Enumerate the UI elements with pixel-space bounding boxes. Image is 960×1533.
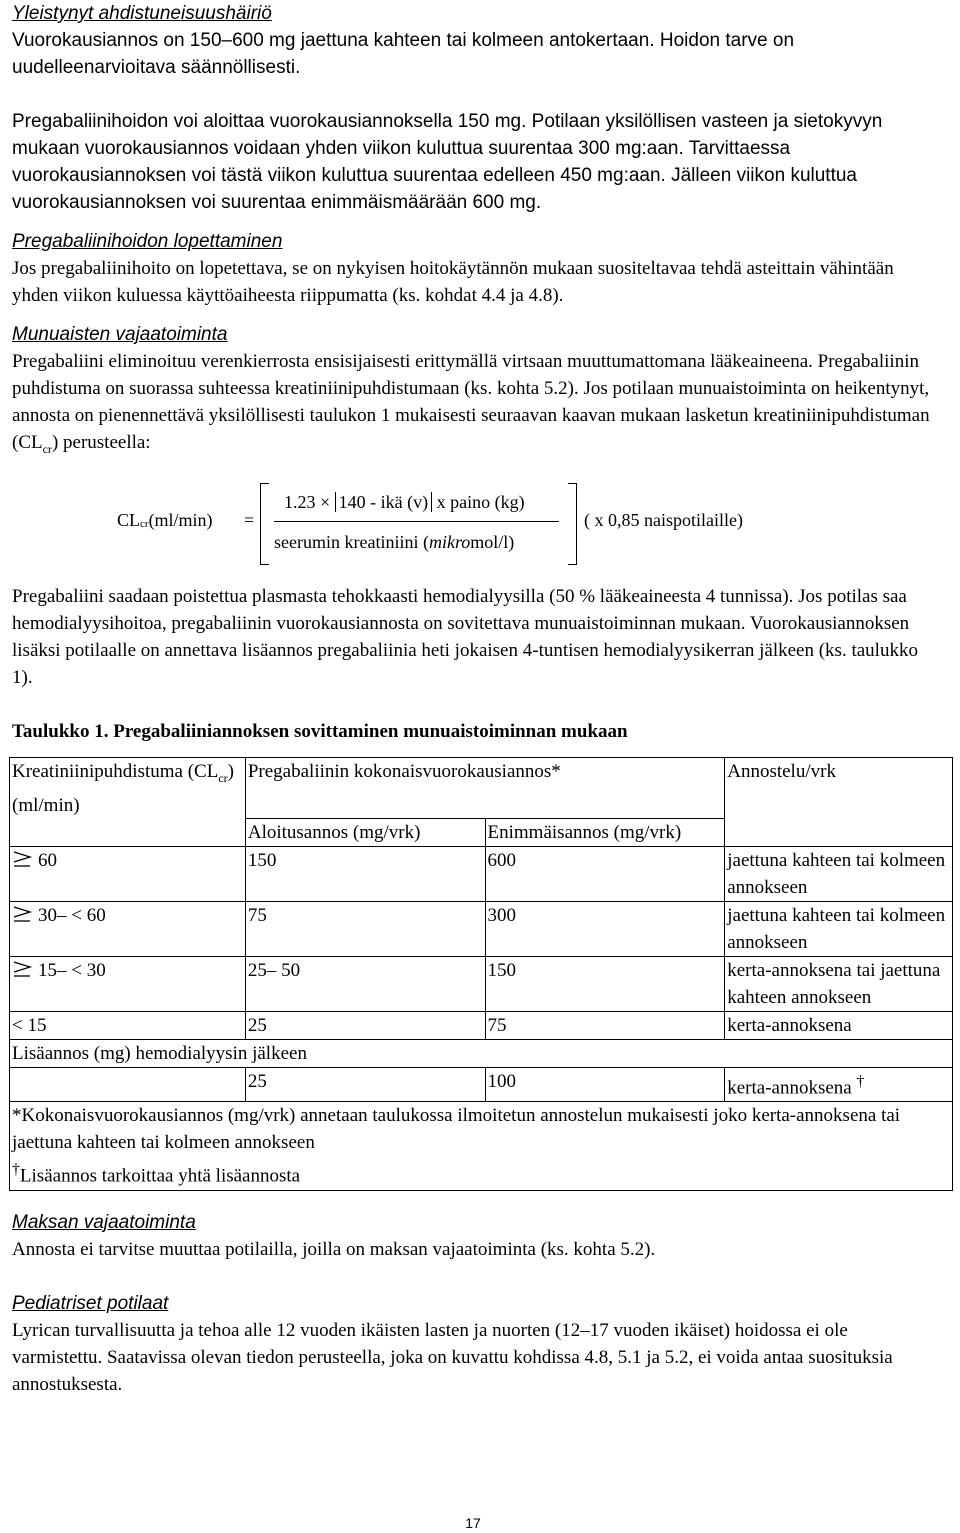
- table-row: [10, 957, 953, 1012]
- table-cell: 60: [10, 847, 246, 902]
- table-cell: [10, 1068, 246, 1102]
- table-footnotes: [10, 1102, 953, 1190]
- table-header-row: [10, 757, 953, 818]
- section-heading: Munuaisten vajaatoiminta: [12, 324, 228, 345]
- table-cell: 100: [485, 1068, 725, 1102]
- greater-equal-icon: [12, 960, 34, 978]
- header-cell: Enimmäisannos (mg/vrk): [485, 819, 725, 847]
- header-cell: [10, 819, 246, 847]
- table-cell: 300: [485, 902, 725, 957]
- page-number: 17: [465, 1515, 481, 1531]
- creatinine-clearance-formula: [12, 473, 942, 583]
- table-cell: jaettuna kahteen tai kolmeen annokseen: [725, 902, 953, 957]
- table-cell: kerta-annoksena: [725, 1012, 953, 1040]
- section-heading: Pregabaliinihoidon lopettaminen: [12, 231, 283, 252]
- table-cell: 25: [245, 1012, 485, 1040]
- section-heading: Yleistynyt ahdistuneisuushäiriö: [12, 3, 272, 24]
- table-cell: 25: [245, 1068, 485, 1102]
- paragraph: Pregabaliini saadaan poistettua plasmasta tehokkaasti hemodialyysilla (50 % lääkeaineesta 4 tunnissa). Jos potilas saa hemodialyysihoitoa, pregabaliinin vuorokausiannosta on sovitettava munuaistoiminnan mukaan. Vuorokausiannoksen lisäksi potilaalle on annettava lisäannos pregabaliinia heti jokaisen 4-tuntisen hemodialyysikerran jälkeen (ks. taulukko 1).: [12, 585, 918, 688]
- table-row: [10, 1012, 953, 1040]
- greater-equal-icon: [12, 850, 34, 868]
- table-cell: jaettuna kahteen tai kolmeen annokseen: [725, 847, 953, 902]
- table-row: [10, 902, 953, 957]
- header-cell: [725, 819, 953, 847]
- table-row: [10, 1040, 953, 1068]
- paragraph: Annosta ei tarvitse muuttaa potilailla, joilla on maksan vajaatoiminta (ks. kohta 5.2).: [12, 1238, 656, 1260]
- table-cell: < 15: [10, 1012, 246, 1040]
- paragraph: Jos pregabaliinihoito on lopetettava, se on nykyisen hoitokäytännön mukaan suositeltavaa tehdä asteittain vähintään yhden viikon kuluessa käyttöaiheesta riippumatta (ks. kohdat 4.4 ja 4.8).: [12, 258, 894, 306]
- table-row: [10, 1068, 953, 1102]
- table-subheader-row: [10, 819, 953, 847]
- footnote: †Lisäannos tarkoittaa yhtä lisäannosta: [12, 1161, 301, 1187]
- header-cell: Annostelu/vrk: [725, 757, 953, 818]
- table-cell: 30– < 60: [10, 902, 246, 957]
- section-heading: Pediatriset potilaat: [12, 1292, 169, 1314]
- footnote: *Kokonaisvuorokausiannos (mg/vrk) annetaan taulukossa ilmoitetun annostelun mukaisesti joko kerta-annoksena tai jaettuna kahteen tai kolmeen annokseen: [12, 1105, 901, 1154]
- formula-right-bracket: [568, 483, 577, 565]
- formula-note: ( x 0,85 naispotilaille): [584, 509, 743, 530]
- section-heading: Maksan vajaatoiminta: [12, 1211, 196, 1233]
- header-cell: Pregabaliinin kokonaisvuorokausiannos*: [245, 757, 724, 818]
- formula-equals: =: [244, 509, 255, 530]
- fraction-line: [274, 521, 559, 522]
- table-cell: 600: [485, 847, 725, 902]
- formula-lhs: $CL_{cr}(ml/\min)$: [117, 509, 213, 530]
- header-cell: Kreatiniinipuhdistuma $(CL_{cr})$ (ml/min): [10, 757, 246, 818]
- table-footnote-row: [10, 1102, 953, 1190]
- table-cell: 150: [485, 957, 725, 1012]
- document-page: [12, 0, 946, 1398]
- formula-denominator: seerumin kreatiniini (mikromol/l): [274, 531, 515, 552]
- table-cell: 75: [245, 902, 485, 957]
- paragraph: Pregabaliini eliminoituu verenkierrosta ensisijaisesti erittymällä virtsaan muuttumattomana lääkeaineena. Pregabaliinin puhdistuma on suorassa suhteessa kreatiniinipuhdistumaan (ks. kohta 5.2). Jos potilaan munuaistoiminta on heikentynyt, annosta on pienennettävä yksilöllisesti taulukon 1 mukaisesti seuraavan kaavan mukaan lasketun kreatiniinipuhdistuman $(CL_{cr})$ perusteella:: [12, 351, 930, 456]
- formula-left-bracket: [260, 483, 269, 565]
- table-cell: Lisäannos (mg) hemodialyysin jälkeen: [10, 1040, 953, 1068]
- table-cell: 15– < 30: [10, 957, 246, 1012]
- formula-numerator: 1.23 × 140 - ikä (v) x paino (kg): [284, 491, 525, 512]
- table-cell: 150: [245, 847, 485, 902]
- table-row: [10, 847, 953, 902]
- dose-table: [9, 757, 953, 1191]
- table-cell: 75: [485, 1012, 725, 1040]
- table-cell: kerta-annoksena tai jaettuna kahteen annokseen: [725, 957, 953, 1012]
- table-cell: 25– 50: [245, 957, 485, 1012]
- dagger-mark: †: [856, 1073, 865, 1091]
- paragraph: Pregabaliinihoidon voi aloittaa vuorokausiannoksella 150 mg. Potilaan yksilöllisen vasteen ja sietokyvyn mukaan vuorokausiannos voidaan yhden viikon kuluttua suurentaa 300 mg:aan. Tarvittaessa vuorokausiannoksen voi tästä viikon kuluttua suurentaa edelleen 450 mg:aan. Jälleen viikon kuluttua vuorokausiannoksen voi suurentaa enimmäismäärään 600 mg.: [12, 111, 883, 213]
- paragraph: Lyrican turvallisuutta ja tehoa alle 12 vuoden ikäisten lasten ja nuorten (12–17 vuoden ikäiset) hoidossa ei ole varmistettu. Saatavissa olevan tiedon perusteella, joka on kuvattu kohdissa 4.8, 5.1 ja 5.2, ei voida antaa suosituksia annostuksesta.: [12, 1319, 893, 1395]
- greater-equal-icon: [12, 905, 34, 923]
- table-cell: kerta-annoksena †: [725, 1068, 953, 1102]
- header-cell: Aloitusannos (mg/vrk): [245, 819, 485, 847]
- table-caption: Taulukko 1. Pregabaliiniannoksen sovittaminen munuaistoiminnan mukaan: [12, 720, 628, 742]
- paragraph: Vuorokausiannos on 150–600 mg jaettuna kahteen tai kolmeen antokertaan. Hoidon tarve on uudelleenarvioitava säännöllisesti.: [12, 30, 795, 78]
